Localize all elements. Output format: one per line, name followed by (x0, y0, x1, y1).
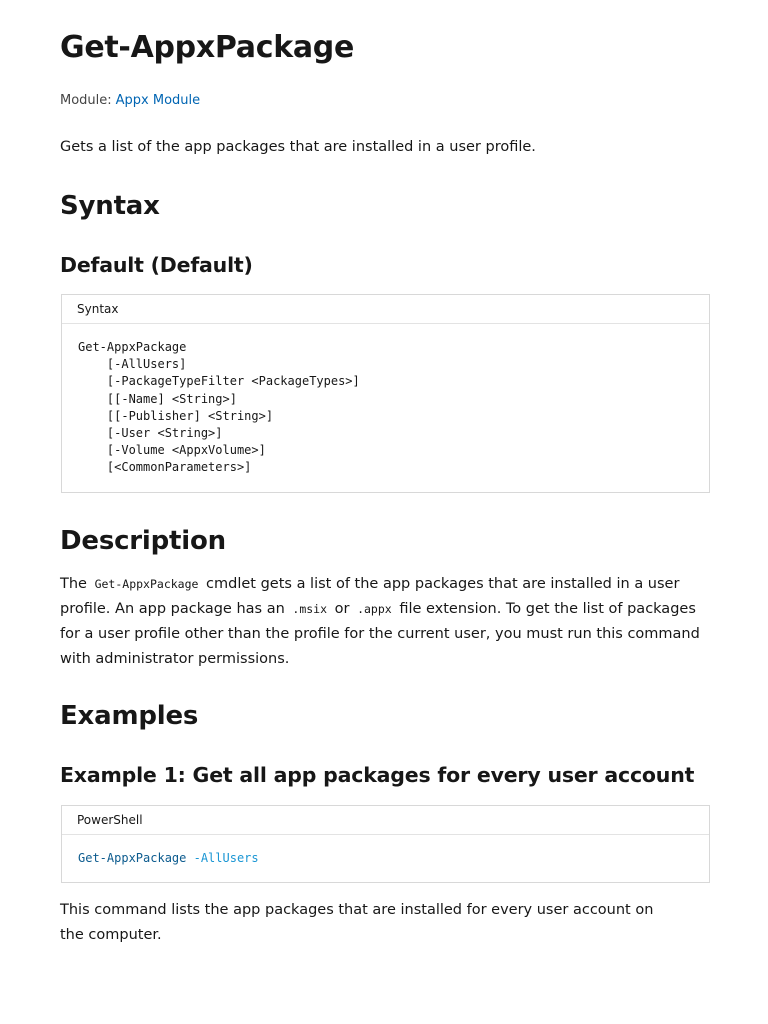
syntax-subheading: Default (Default) (60, 253, 253, 277)
description-text (60, 572, 710, 672)
code-line: [-AllUsers] (78, 357, 187, 372)
example-1-code-block (61, 805, 710, 883)
code-command: Get-AppxPackage (78, 851, 187, 865)
description-heading: Description (60, 526, 226, 556)
example-1-text: This command lists the app packages that are installed for every user account on the computer. (60, 902, 654, 943)
module-link[interactable]: Appx Module (115, 93, 201, 108)
summary-text: Gets a list of the app packages that are installed in a user profile. (60, 139, 536, 155)
page-title: Get-AppxPackage (60, 30, 355, 65)
description-text-part: or (334, 601, 350, 617)
inline-code-msix: .msix (292, 602, 328, 616)
examples-heading: Examples (60, 701, 199, 731)
code-block-label: PowerShell (62, 806, 709, 835)
code-line: [-PackageTypeFilter <PackageTypes>] (78, 374, 360, 389)
description-text-part: file extension. To get the list of packages for a user profile other than the profile for the current user, you must run this command with administrator permissions. (60, 601, 700, 667)
code-parameter: -AllUsers (193, 851, 259, 865)
example-1-title: Example 1: Get all app packages for every user account (60, 763, 695, 787)
inline-code-appx: .appx (357, 602, 392, 616)
code-block-label: Syntax (62, 295, 709, 324)
syntax-heading: Syntax (60, 191, 160, 221)
code-line: [-User <String>] (78, 426, 223, 441)
code-line: [[-Publisher] <String>] (78, 408, 274, 423)
module-line (60, 92, 200, 110)
code-line: Get-AppxPackage (78, 340, 187, 354)
code-line: [[-Name] <String>] (78, 391, 237, 406)
example-1-code (62, 835, 709, 880)
module-label: Module: (60, 93, 112, 108)
description-text-part: The (60, 576, 87, 592)
code-line: [<CommonParameters>] (78, 460, 252, 475)
syntax-code (62, 324, 709, 490)
syntax-code-block (61, 294, 710, 493)
inline-code-cmdlet: Get-AppxPackage (94, 577, 199, 591)
description-text-part: cmdlet gets a list of the app packages that are installed in a user profile. An app package has an (60, 576, 680, 617)
code-line: [-Volume <AppxVolume>] (78, 443, 266, 458)
